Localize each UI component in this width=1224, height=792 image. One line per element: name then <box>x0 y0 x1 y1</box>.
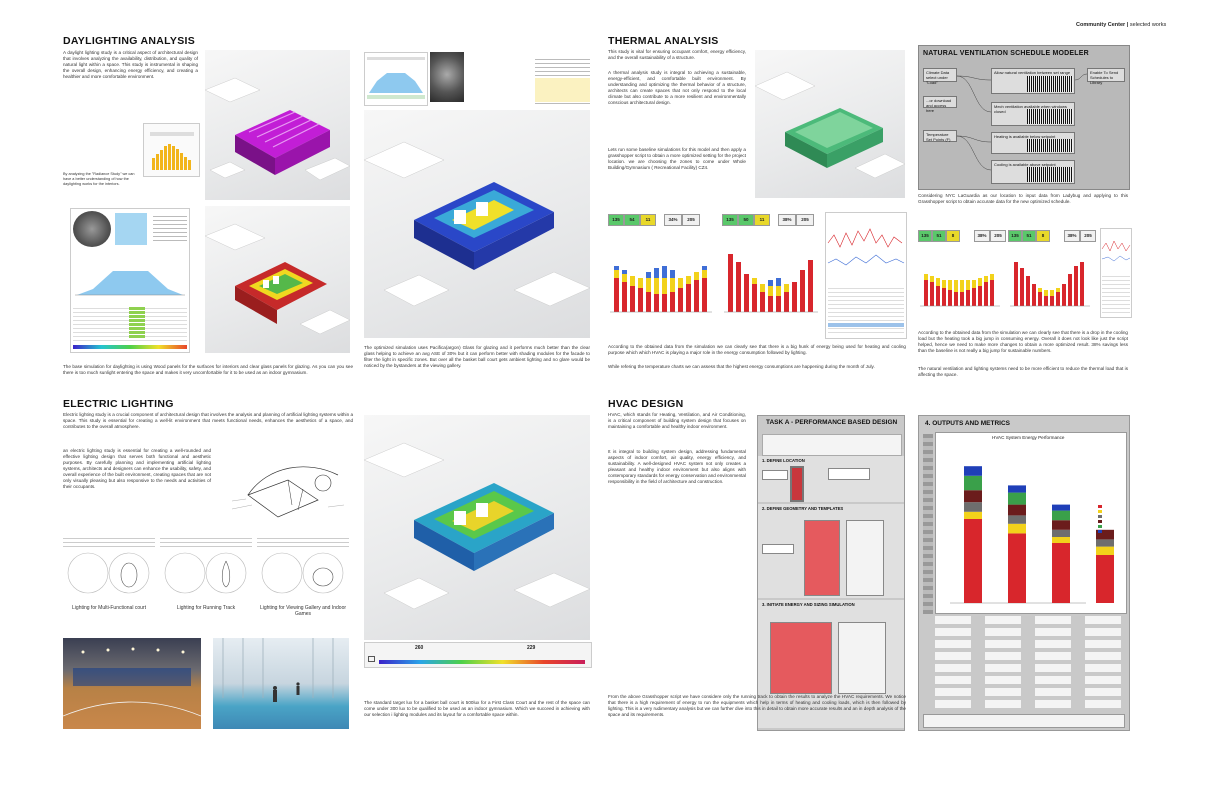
vkpi-3: 38% <box>974 230 990 242</box>
electric-body: an electric lighting study is essential for creating a well-rounded and effective lighting design that serves both functional and aesthetic purposes. By carefully planning and implementing artificial lighting systems, architects and designers can enhance the usability, safety, and overall experience of the built environment, creating spaces that are not only visually pleasing but also responsive to the needs and activities of their occupants. <box>63 448 211 489</box>
court-photometric <box>63 535 155 601</box>
hvac-bar-segment <box>1052 505 1070 511</box>
ventilation-title: NATURAL VENTILATION SCHEDULE MODELER <box>923 50 1089 57</box>
info-lines <box>153 213 187 243</box>
ventilation-bars-a <box>918 258 1010 316</box>
hvac-legend-swatch <box>1098 510 1102 513</box>
court-polar <box>63 549 155 599</box>
hvac-legend-swatch <box>1098 530 1102 533</box>
outputs-footer-note <box>923 714 1125 728</box>
radiance-chart <box>143 123 200 177</box>
thermal-dashboard-a <box>608 212 720 337</box>
track-photometric <box>160 535 252 601</box>
track-form <box>160 535 252 549</box>
thermal-caption-2: While refering the temperature charts we can assess that the highest energy consumptions are happening during the month of July. <box>608 364 875 369</box>
temperature-lines <box>826 213 906 283</box>
sim-grey-block <box>838 622 886 694</box>
thermal-building <box>755 50 905 198</box>
kpi-a-4: 205 <box>682 214 700 226</box>
sim-red-block <box>770 622 832 694</box>
ventilation-caption-2: The natural ventilation and lighting systems need to be more efficient to reduce the thermal load that is affecting the space. <box>918 366 1128 377</box>
vkpi-7: 8 <box>1036 230 1050 242</box>
header-separator: | <box>1126 22 1129 28</box>
heatmap-building <box>205 206 350 353</box>
hvac-caption: From the above Grasshopper script we have considere only the running track to obtain the results to analyze the HVAC requirements. We notice that there is a high requirement of energy to run the equipments which help in terms of heating and cooling loads, which is then followed by lighting. This is a very rudimentary analysis but we can further dive into this in detail to obtain more accurate results and an in depth analysis of the space and its requirements. <box>608 694 906 717</box>
vkpi-6: 51 <box>1022 230 1036 242</box>
hvac-bar-segment <box>1008 524 1026 534</box>
vkpi-9: 205 <box>1080 230 1096 242</box>
step3-label: 3. INITIATE ENERGY AND SIZING SIMULATION <box>762 602 855 607</box>
thermal-p3: Lets run some baseline simulations for this model and then apply a grasshopper script to obtain a more optimized setting for the project location. we are choosing the zones to come under Whole Building/Gymnasium ( Recreational Facility) CZ4. <box>608 147 746 170</box>
scale-value-left: 260 <box>415 645 424 651</box>
ventilation-temperature-chart <box>1100 228 1132 318</box>
kpi-b-3: 38% <box>778 214 796 226</box>
kpi-a-2: 11 <box>640 214 656 226</box>
basketball-court-photo <box>63 638 201 729</box>
hvac-bar-segment <box>964 476 982 490</box>
optimized-heatmap-building <box>364 110 590 338</box>
ventilation-dashboard-a <box>918 228 1010 316</box>
thermal-p2: A thermal analysis study is integral to achieving a sustainable, energy-efficient, and comfortable built environment. By understanding and optimizing the thermal behavior of a structure, architects can create spaces that not only respond to the local climate but also contribute to a more resilient and environmentally conscious architectural design. <box>608 70 746 105</box>
outputs-title: 4. OUTPUTS AND METRICS <box>925 420 1010 427</box>
template-block <box>846 520 884 596</box>
gallery-polar <box>257 549 349 599</box>
project-name: Community Center <box>1076 22 1126 28</box>
vkpi-2: 8 <box>946 230 960 242</box>
temperature-chart <box>825 212 907 339</box>
hvac-bar-segment <box>964 519 982 603</box>
kpi-a-0: 135 <box>608 214 624 226</box>
geometry-block <box>804 520 840 596</box>
optimized-area-chart <box>365 53 427 105</box>
monitor-icon <box>368 656 375 662</box>
task-panel <box>757 415 905 731</box>
optimized-note-panel <box>535 78 590 102</box>
kpi-a-1: 54 <box>624 214 640 226</box>
sky-swatch <box>115 213 147 245</box>
ventilation-dashboard-b <box>1008 228 1100 316</box>
court-form <box>63 535 155 549</box>
magenta-building <box>205 50 350 200</box>
optimized-daylight-render <box>364 110 590 338</box>
kpi-a-3: 34% <box>664 214 682 226</box>
hvac-bar-segment <box>1096 547 1114 555</box>
task-title: TASK A - PERFORMANCE BASED DESIGN <box>766 419 898 426</box>
node-cooling-label: Cooling is available above setpoint <box>994 162 1056 167</box>
step1-panel <box>758 456 904 502</box>
vkpi-8: 38% <box>1064 230 1080 242</box>
track-polar <box>160 549 252 599</box>
step2-node-a <box>762 544 794 554</box>
node-enable: Enable To Send Schedules to Library <box>1087 68 1125 82</box>
hvac-bar-segment <box>1052 543 1070 603</box>
node-col-4 <box>1085 616 1121 712</box>
base-daylight-render <box>205 206 350 353</box>
hvac-bar-segment <box>1008 533 1026 603</box>
hvac-legend-swatch <box>1098 515 1102 518</box>
step2-label: 2. DEFINE GEOMETRY AND TEMPLATES <box>762 506 844 511</box>
hvac-bar-segment <box>1052 537 1070 543</box>
thermal-bars-b <box>722 248 822 328</box>
daylight-area-chart <box>73 259 187 299</box>
outputs-chart-frame <box>935 432 1127 614</box>
hvac-bar-segment <box>1096 539 1114 546</box>
step2-panel <box>758 504 904 598</box>
thermal-p1: This study is vital for ensuring occupant comfort, energy efficiency, and the overall sustainability of a structure. <box>608 49 746 60</box>
label-gallery: Lighting for Viewing Gallery and Indoor Games <box>259 605 347 617</box>
node-col-3 <box>1035 616 1071 712</box>
node-climate: Climate Data select under "Load" <box>923 68 957 82</box>
hvac-bar-segment <box>964 490 982 502</box>
hvac-legend-swatch <box>1098 525 1102 528</box>
track-photo-lines <box>213 638 349 729</box>
label-track: Lighting for Running Track <box>176 605 236 611</box>
electric-caption: The standard target lux for a basket ball court is 500lux for a First Class Court and the rest of the space can come under 300 lux to be qualified to be used as an indoor gymnasium. Which we succeed in achieving with our selection i lighting modules and its layout for a comfortable space within. <box>364 700 590 717</box>
hvac-title: HVAC DESIGN <box>608 398 684 410</box>
hvac-legend-swatch <box>1098 520 1102 523</box>
green-cells <box>129 307 145 339</box>
step1-node <box>762 470 788 480</box>
daylighting-intro: A daylight lighting study is a critical aspect of architectural design that involves analyzing the availability, distribution, and quality of natural light within a space. This study is instrumental in shaping the overall design, enhancing energy efficiency, and creating a healthier and more comfortable environment. <box>63 50 198 79</box>
hvac-p2: It is integral to building system design, addressing fundamental aspects of indoor comfort, air quality, energy efficiency, and sustainability. A well-designed HVAC system not only creates a pleasant and healthy indoor environment but also aligns with contemporary standards for energy conservation and environmental responsibility in the field of architecture and construction. <box>608 449 746 484</box>
node-natural-vent-label: Allow natural ventilation between set range <box>994 70 1071 75</box>
gallery-photometric <box>257 535 349 601</box>
vkpi-5: 135 <box>1008 230 1022 242</box>
ventilation-temp-lines <box>1101 229 1131 269</box>
kpi-b-2: 11 <box>754 214 770 226</box>
node-col-2 <box>985 616 1021 712</box>
hvac-bar-segment <box>1008 515 1026 523</box>
hvac-bar-segment <box>1052 520 1070 530</box>
radiance-bars <box>144 124 199 176</box>
thermal-caption-1: According to the obtained data from the simulation we can clearly see that there is a big hunk of energy being used for heating and cooling purpose which which HVAC is playing a major role in the energy consumption followed by lighting. <box>608 344 906 355</box>
electric-lighting-render <box>364 415 590 640</box>
section-name: selected works <box>1129 22 1167 28</box>
hvac-bar-segment <box>1008 493 1026 505</box>
header <box>1076 22 1166 28</box>
thermal-render <box>755 50 905 198</box>
scale-value-right: 229 <box>527 645 536 651</box>
vkpi-4: 205 <box>990 230 1006 242</box>
ventilation-temp-table <box>1102 273 1130 313</box>
hvac-bar-segment <box>964 502 982 512</box>
node-mech-vent-label: Mech ventilation available when windows closed <box>994 104 1067 114</box>
optimized-sky-dome <box>430 52 464 102</box>
kpi-b-0: 135 <box>722 214 738 226</box>
daylight-dashboard <box>70 208 190 353</box>
task-intro-note <box>762 434 902 456</box>
running-track-photo <box>213 638 349 729</box>
step1-nodes-right <box>828 468 870 480</box>
ventilation-caption-1: According to the obtained data from the simulation we can clearly see that there is a drop in the cooling load but the heating took a big jump in consuming energy. Overall it does not look like just the script helped, hence we need to make more changes to obtain a more optimized result. 38% savings less than the baseline is not really a big jump for sustainable numbers. <box>918 330 1128 353</box>
electric-heatmap-building <box>364 415 590 640</box>
radiance-note: By analyzing the "Radiance Study" we can have a better understanding of how the daylighting works for the interiors. <box>63 172 135 186</box>
vkpi-0: 135 <box>918 230 932 242</box>
court-photo-lines <box>63 638 201 729</box>
vkpi-1: 51 <box>932 230 946 242</box>
hvac-bar-segment <box>964 466 982 476</box>
lux-gradient <box>379 660 585 664</box>
hvac-bar-segment <box>1052 530 1070 537</box>
daylighting-optimized-caption: The optimized simulation uses Pacifica(argon) Glass for glazing and it performs much better than the clear glass helping to achieve an avg ASE of 30% but it can perform better with shading modules for the facade to filter the light in specific zones. But over all the basket ball court gets ambient lighting and no glare would be noticed by the bystanders at the viewing gallery. <box>364 345 590 368</box>
daylighting-title: DAYLIGHTING ANALYSIS <box>63 35 196 47</box>
kpi-b-4: 205 <box>796 214 814 226</box>
label-court: Lighting for Multi-Functional court <box>72 605 146 611</box>
hvac-bar-segment <box>1052 511 1070 521</box>
temperature-highlight <box>828 323 904 327</box>
outputs-node-grid <box>935 616 1125 716</box>
node-heating-label: Heating is available below setpoint <box>994 134 1056 139</box>
sky-dome-image <box>73 211 111 247</box>
outputs-left-rail <box>923 434 933 614</box>
thermal-dashboard-b <box>722 212 822 337</box>
thermal-title: THERMAL ANALYSIS <box>608 35 719 47</box>
node-col-1 <box>935 616 971 712</box>
step1-red-inner <box>792 468 802 500</box>
lux-scale-box <box>364 642 592 668</box>
node-download: ...or download and access here <box>923 96 957 108</box>
hvac-bar-segment <box>1096 555 1114 603</box>
hvac-bar-segment <box>1008 485 1026 492</box>
ventilation-wires <box>919 46 1129 189</box>
optimized-dashboard <box>364 52 428 106</box>
thermal-bars-a <box>608 248 720 328</box>
kpi-b-1: 50 <box>738 214 754 226</box>
base-roof-render <box>205 50 350 200</box>
electric-intro: Electric lighting study is a crucial component of architectural design that involves the analysis and planning of artificial lighting systems within a space. This study is essential for creating a well-lit environment that meets functional needs, enhances the aesthetics of a space, and contributes to the overall atmosphere. <box>63 412 353 429</box>
step1-label: 1. DEFINE LOCATION <box>762 458 805 463</box>
ventilation-note: Considering NYC LaGuardia as our location to input data from Ladybug and applying to this Grasshopper script to obtain accurate data for the new optimized schedule. <box>918 193 1128 204</box>
hvac-stacked-bars <box>936 433 1126 613</box>
hvac-bar-segment <box>1008 505 1026 516</box>
colour-legend <box>73 345 187 349</box>
lighting-diagram-sketch <box>228 455 348 527</box>
outputs-panel <box>918 415 1130 731</box>
node-setpoints: Temperature Set Points (F) <box>923 130 957 142</box>
electric-title: ELECTRIC LIGHTING <box>63 398 174 410</box>
lighting-sketch <box>228 455 348 527</box>
hvac-legend-swatch <box>1098 505 1102 508</box>
gallery-form <box>257 535 349 549</box>
daylighting-base-caption: The base simulation for daylighting is using Wood panels for the surfaces for interiors and clear glass panels for glazing. As you can you see there is too much sunlight entering the space and makes it very uncomfortable for it to be used as an indoor gymnasium. <box>63 364 353 375</box>
ventilation-script-panel <box>918 45 1130 190</box>
hvac-bar-segment <box>964 512 982 519</box>
hvac-p1: HVAC, which stands for Heating, Ventilation, and Air Conditioning, is a critical component of building system design that focuses on maintaining a comfortable and healthy indoor environment. <box>608 412 746 429</box>
ventilation-bars-b <box>1008 258 1100 316</box>
hvac-chart-title: HVAC System Energy Performance <box>992 435 1065 440</box>
